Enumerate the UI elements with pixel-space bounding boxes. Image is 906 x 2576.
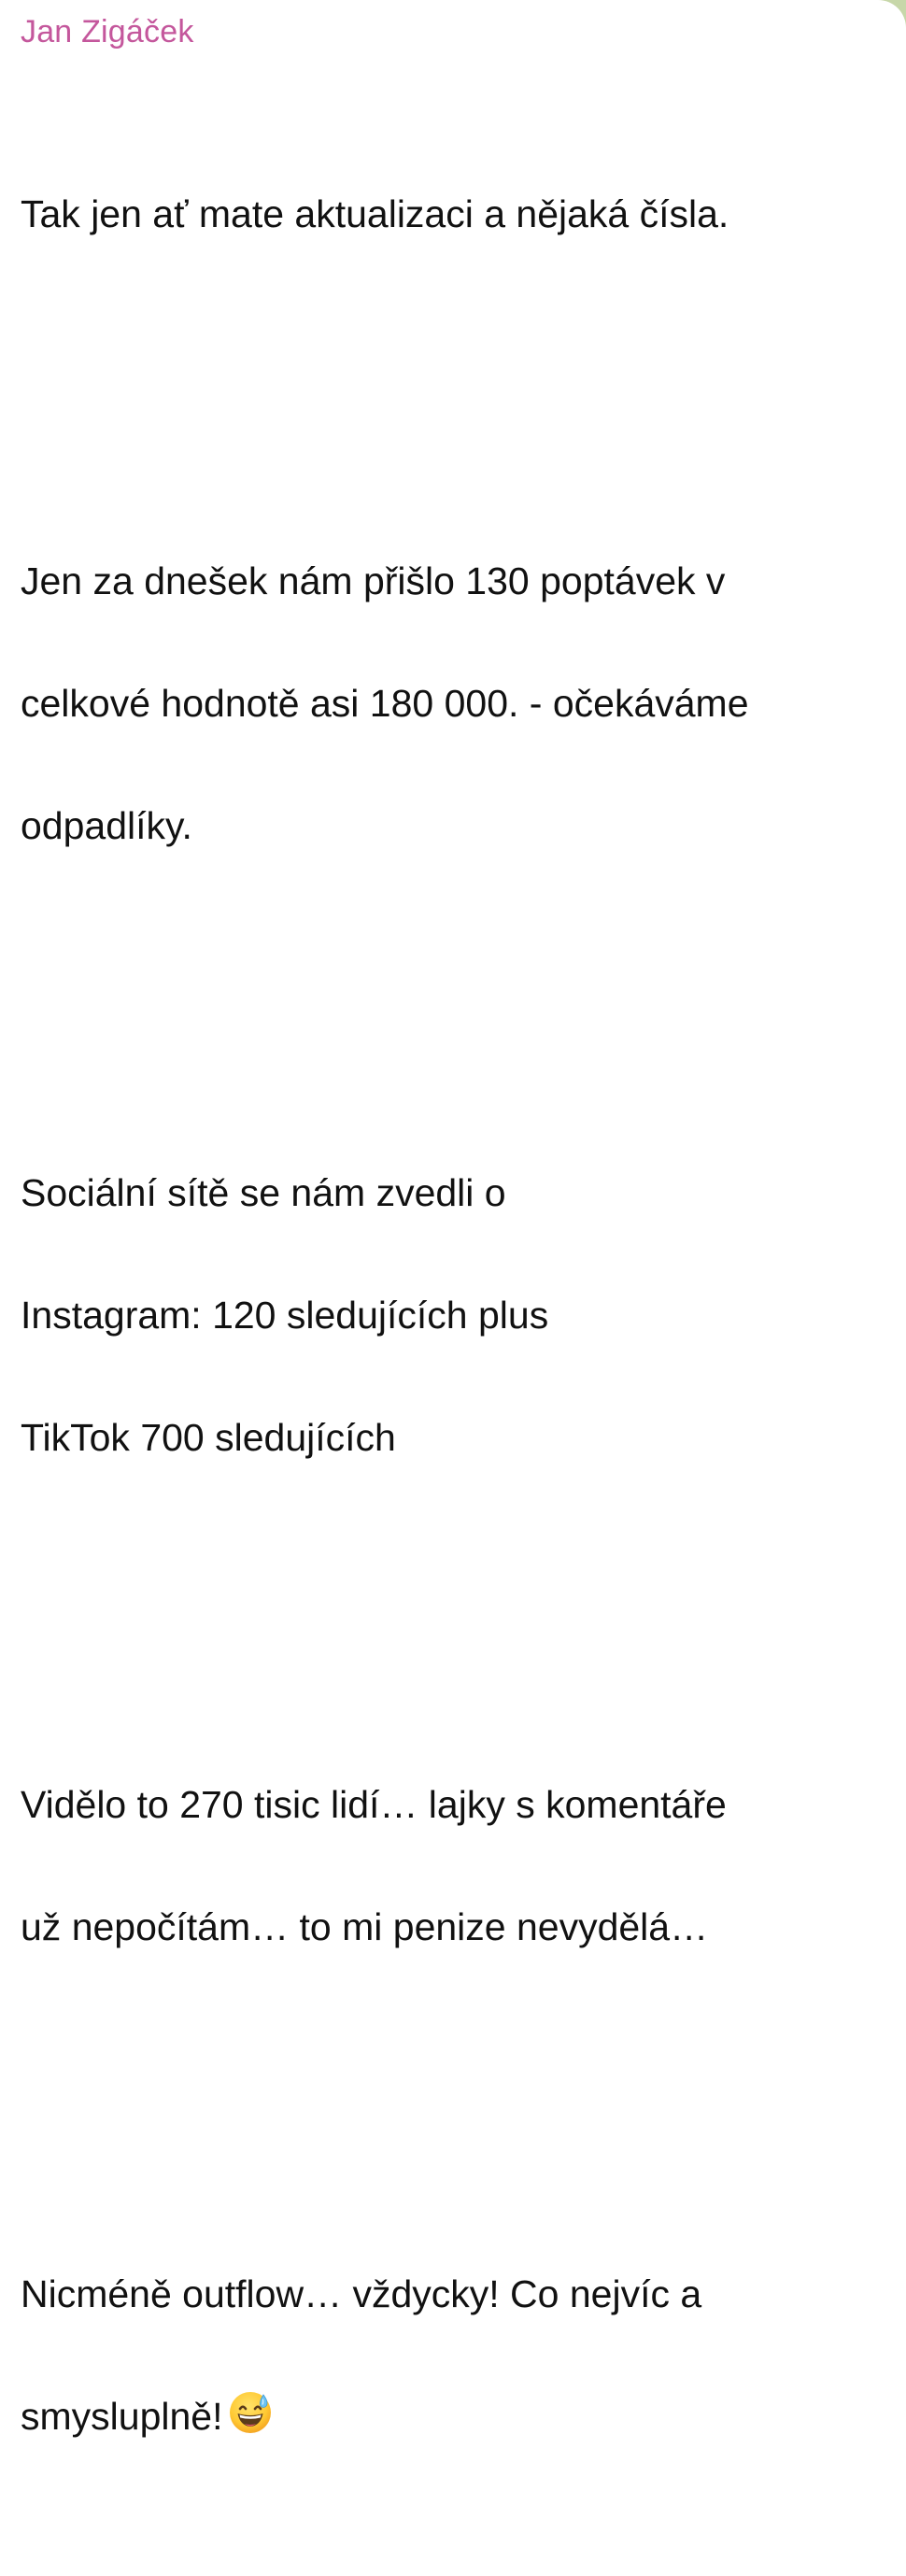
message-text xyxy=(21,62,906,2576)
grinning-face-with-sweat-icon xyxy=(228,2390,273,2454)
message-paragraph xyxy=(21,123,906,307)
message-line: Vidělo to 270 tisic lidí… lajky s komentáře xyxy=(21,1783,727,1826)
message-line: TikTok 700 sledujících xyxy=(21,1416,396,1459)
message-line: smysluplně! xyxy=(21,2395,223,2438)
message-line: Instagram: 120 sledujících plus xyxy=(21,1294,549,1337)
message-paragraph xyxy=(21,1714,906,2020)
message-line: už nepočítám… to mi penize nevydělá… xyxy=(21,1905,709,1948)
message-line: Tak jen ať mate aktualizaci a nějaká čísla. xyxy=(21,192,729,235)
message-line: Jen za dnešek nám přišlo 130 poptávek v xyxy=(21,559,726,602)
message-paragraph xyxy=(21,490,906,919)
message-paragraph xyxy=(21,2203,906,2515)
message-line: celkové hodnotě asi 180 000. - očekáváme xyxy=(21,682,749,725)
message-line: Nicméně outflow… vždycky! Co nejvíc a xyxy=(21,2272,702,2315)
message-line-with-emoji xyxy=(21,2386,906,2454)
sender-name[interactable]: Jan Zigáček xyxy=(21,14,194,50)
message-paragraph xyxy=(21,1102,906,1531)
message-line: Sociální sítě se nám zvedli o xyxy=(21,1171,506,1214)
message-line: odpadlíky. xyxy=(21,804,192,847)
